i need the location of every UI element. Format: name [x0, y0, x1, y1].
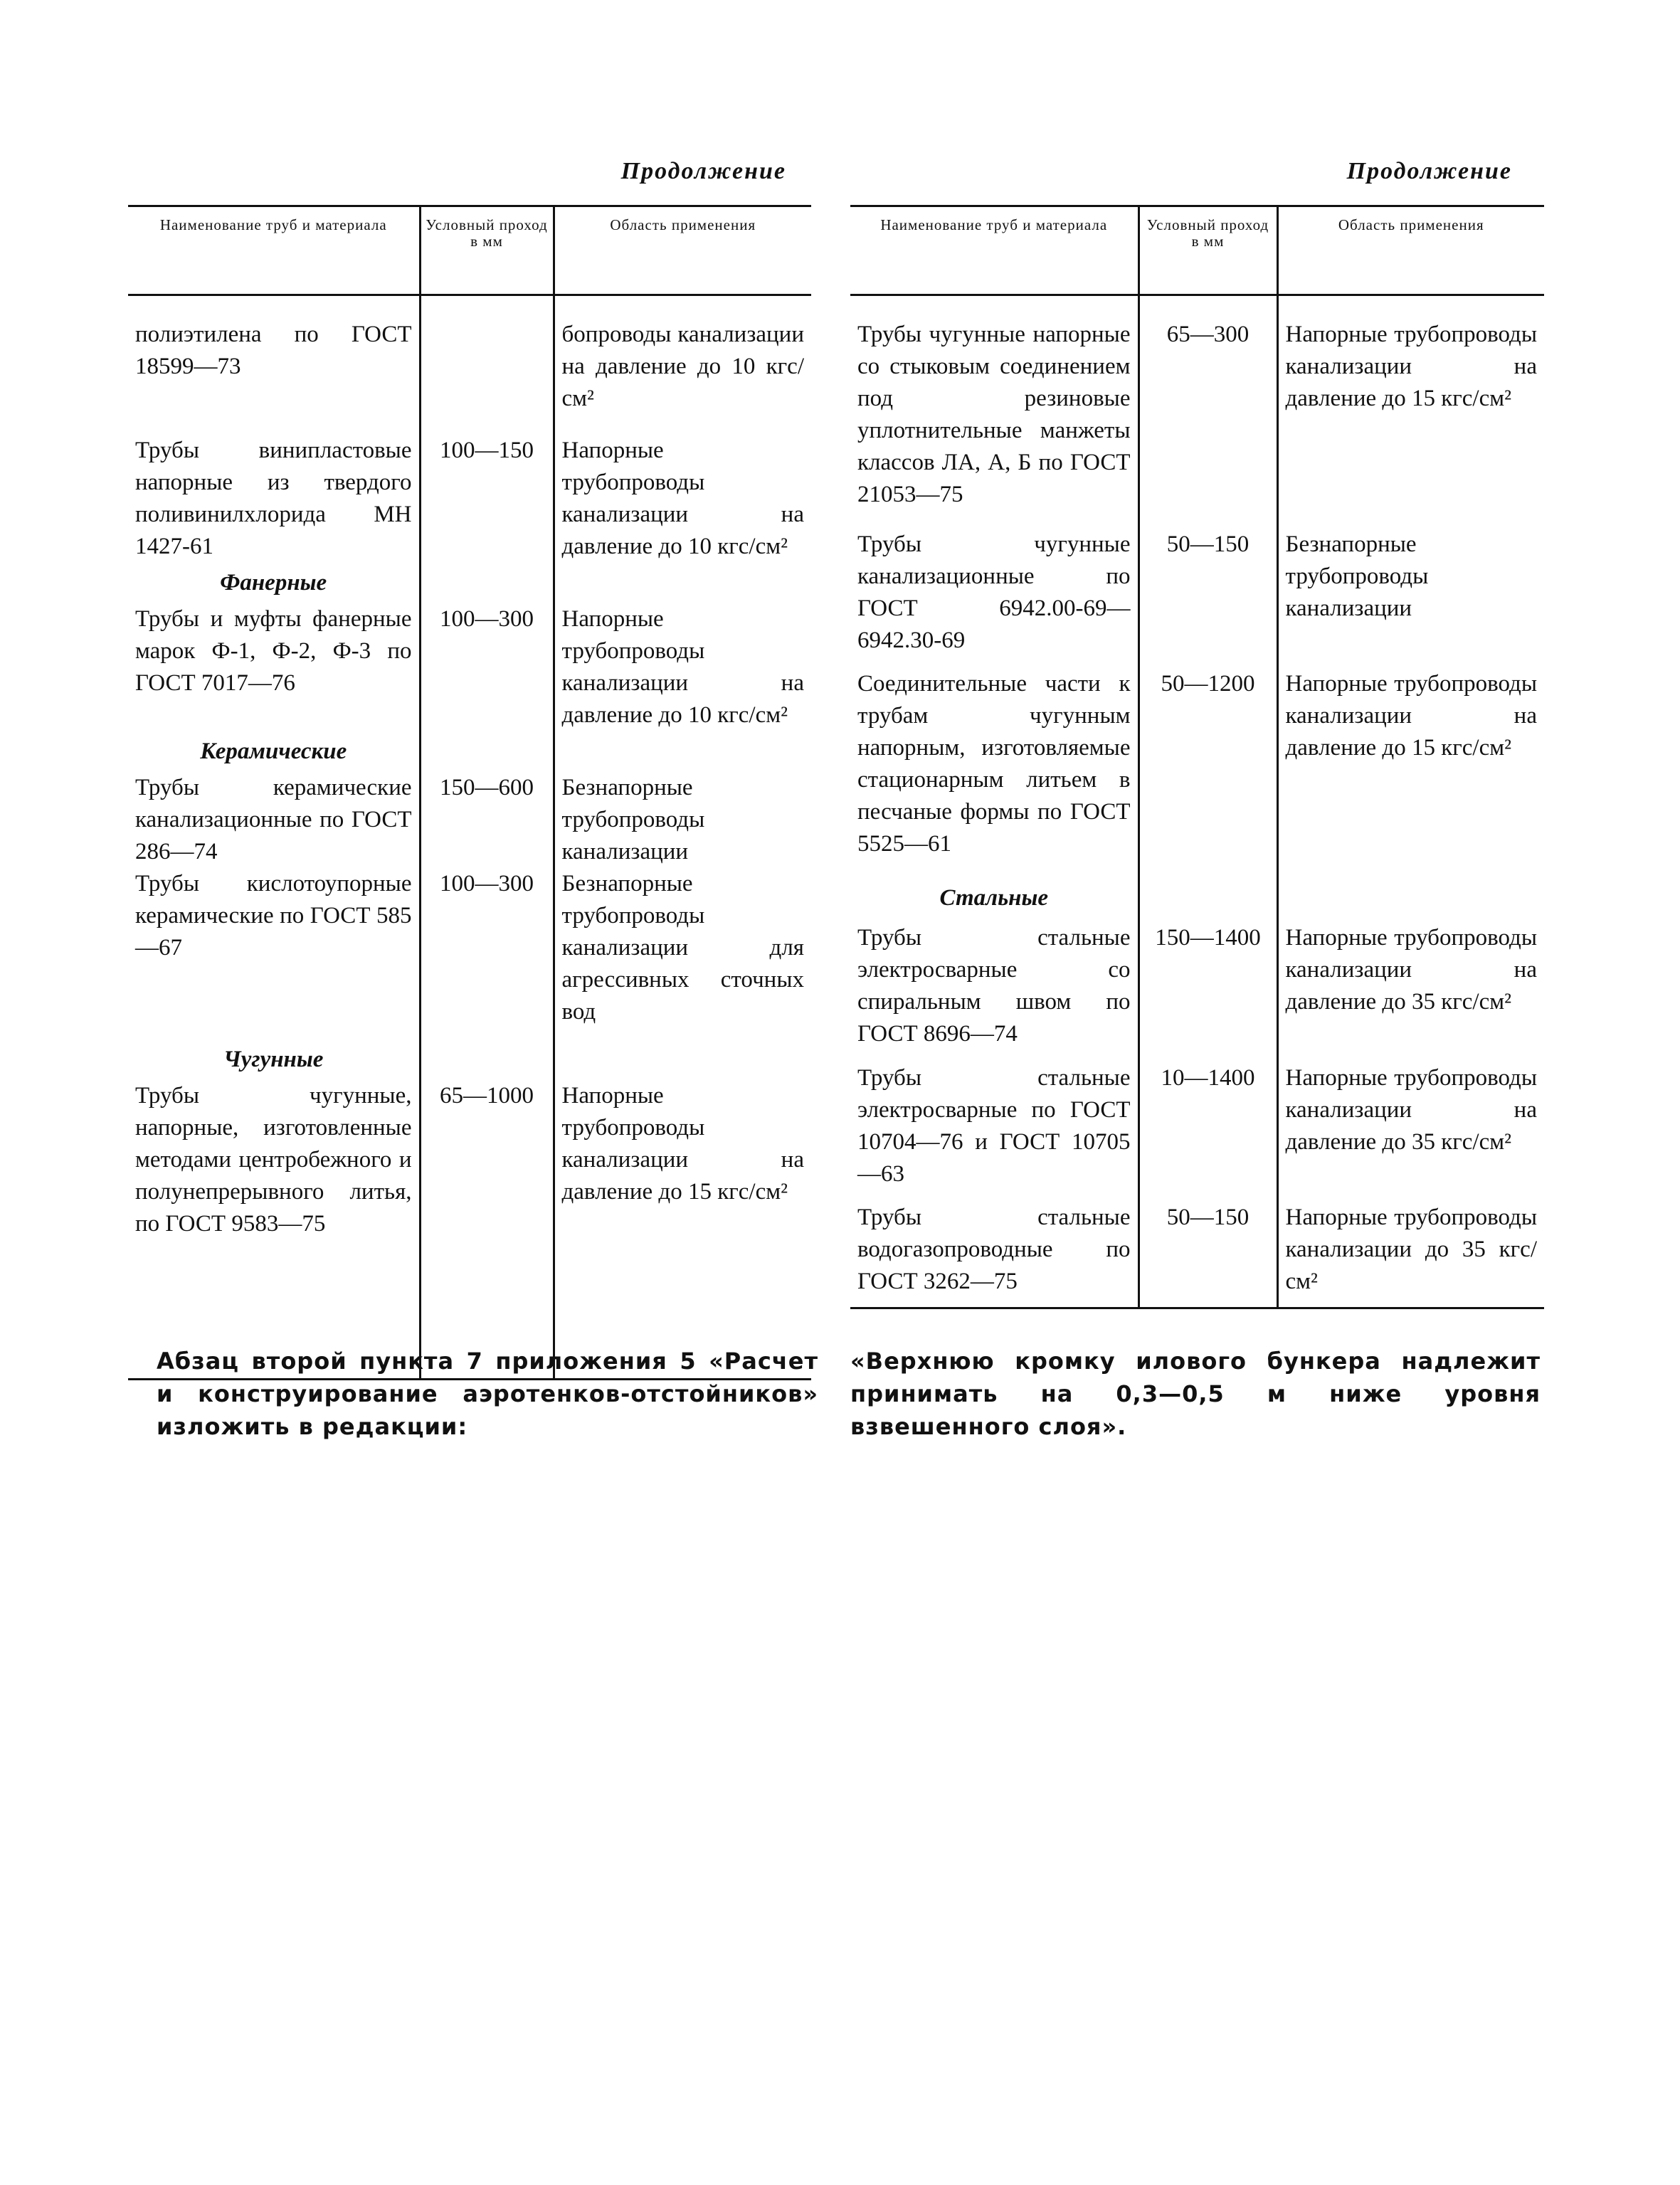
row-application: Напорные трубопроводы канализации на давление до 10 кгс/см²	[554, 415, 811, 563]
row-name: Трубы и муфты фанерные марок Ф-1, Ф-2, Ф-3 по ГОСТ 7017—76	[135, 606, 412, 696]
section-title: Чугунные	[223, 1047, 324, 1072]
row-application: Напорные трубопроводы канализации до 35 кгс/см²	[1277, 1202, 1544, 1308]
amendment-paragraph: Абзац второй пункта 7 приложения 5 «Расчет и конструирование аэротенков-отстойников» изложить в редакции:	[157, 1348, 818, 1440]
row-name: Трубы стальные водогазопроводные по ГОСТ 3262—75	[850, 1202, 1139, 1308]
header-application: Область применения	[1277, 206, 1544, 295]
table-row	[850, 529, 1544, 669]
row-name: Трубы чугунные канализационные по ГОСТ 6942.00-69—6942.30-69	[857, 531, 1131, 653]
section-title: Фанерные	[220, 570, 327, 596]
row-diameter: 65—1000	[420, 1080, 554, 1379]
row-name: Трубы чугунные напорные со стыковым соединением под резиновые уплотнительные манжеты классов ЛА, А, Б по ГОСТ 21053—75	[857, 322, 1131, 507]
row-application: Безнапорные трубопроводы канализации	[1277, 529, 1544, 669]
table-row	[128, 1080, 811, 1379]
row-name: Трубы стальные электросварные со спиральным швом по ГОСТ 8696—74	[857, 925, 1131, 1047]
row-diameter: 10—1400	[1139, 1062, 1277, 1202]
header-name: Наименование труб и материала	[128, 206, 420, 295]
section-row	[128, 1028, 811, 1080]
row-name: Соединительные части к трубам чугунным напорным, изготовляемые стационарным литьем в песчаные формы по ГОСТ 5525—61	[857, 671, 1131, 857]
row-diameter: 50—150	[1139, 1202, 1277, 1308]
row-application: Напорные трубопроводы канализации на давление до 35 кгс/см²	[1277, 1062, 1544, 1202]
row-diameter	[420, 319, 554, 415]
section-title: Керамические	[200, 739, 347, 764]
continuation-label: Продолжение	[620, 158, 786, 184]
section-row	[128, 731, 811, 772]
row-application: Напорные трубопроводы канализации на давление до 15 кгс/см²	[1277, 668, 1544, 878]
row-application: бопроводы канализации на давление до 10 кгс/см²	[554, 319, 811, 415]
row-name: Трубы винипластовые напорные из твердого поливинилхлорида МН 1427-61	[135, 438, 412, 559]
header-application: Область применения	[554, 206, 811, 295]
row-application: Напорные трубопроводы канализации на давление до 15 кгс/см²	[1277, 319, 1544, 529]
pipes-table-left	[128, 205, 811, 1380]
row-diameter: 50—150	[1139, 529, 1277, 669]
table-row	[850, 1202, 1544, 1308]
pipes-table-right	[850, 205, 1544, 1309]
section-title: Стальные	[939, 885, 1049, 911]
table-row	[128, 415, 811, 563]
section-row	[128, 563, 811, 603]
header-diameter: Условный проход в мм	[420, 206, 554, 295]
table-row	[128, 603, 811, 731]
row-name: полиэтилена по ГОСТ 18599—73	[135, 322, 412, 379]
header-diameter: Условный проход в мм	[1139, 206, 1277, 295]
section-row	[850, 878, 1544, 922]
row-diameter: 65—300	[1139, 319, 1277, 529]
continuation-label: Продолжение	[1346, 158, 1512, 184]
row-application: Безнапорные трубопроводы канализации	[554, 772, 811, 868]
row-diameter: 100—150	[420, 415, 554, 563]
row-name: Трубы стальные электросварные по ГОСТ 10704—76 и ГОСТ 10705—63	[857, 1064, 1131, 1187]
row-name: Трубы чугунные, напорные, изготовленные методами центробежного и полунепрерывного литья, по ГОСТ 9583—75	[128, 1080, 420, 1379]
row-diameter: 50—1200	[1139, 668, 1277, 878]
row-application: Напорные трубопроводы канализации на давление до 10 кгс/см²	[554, 603, 811, 731]
table-row	[128, 868, 811, 1028]
row-diameter: 100—300	[420, 603, 554, 731]
table-row	[128, 772, 811, 868]
row-name: Трубы керамические канализационные по ГОСТ 286—74	[135, 775, 412, 864]
row-application: Напорные трубопроводы канализации на давление до 15 кгс/см²	[554, 1080, 811, 1379]
row-diameter: 150—600	[420, 772, 554, 868]
table-row	[850, 1062, 1544, 1202]
row-name: Трубы кислотоупорные керамические по ГОСТ 585—67	[135, 871, 412, 961]
row-diameter: 100—300	[420, 868, 554, 1028]
row-application: Напорные трубопроводы канализации на давление до 35 кгс/см²	[1277, 922, 1544, 1062]
header-name: Наименование труб и материала	[850, 206, 1139, 295]
table-row	[850, 922, 1544, 1062]
amendment-quote: «Верхнюю кромку илового бункера надлежит принимать на 0,3—0,5 м ниже уровня взвешенного слоя».	[850, 1348, 1541, 1440]
table-row	[850, 668, 1544, 878]
row-diameter: 150—1400	[1139, 922, 1277, 1062]
table-row	[850, 319, 1544, 529]
row-application: Безнапорные трубопроводы канализации для агрессивных сточных вод	[554, 868, 811, 1028]
table-row	[128, 319, 811, 415]
